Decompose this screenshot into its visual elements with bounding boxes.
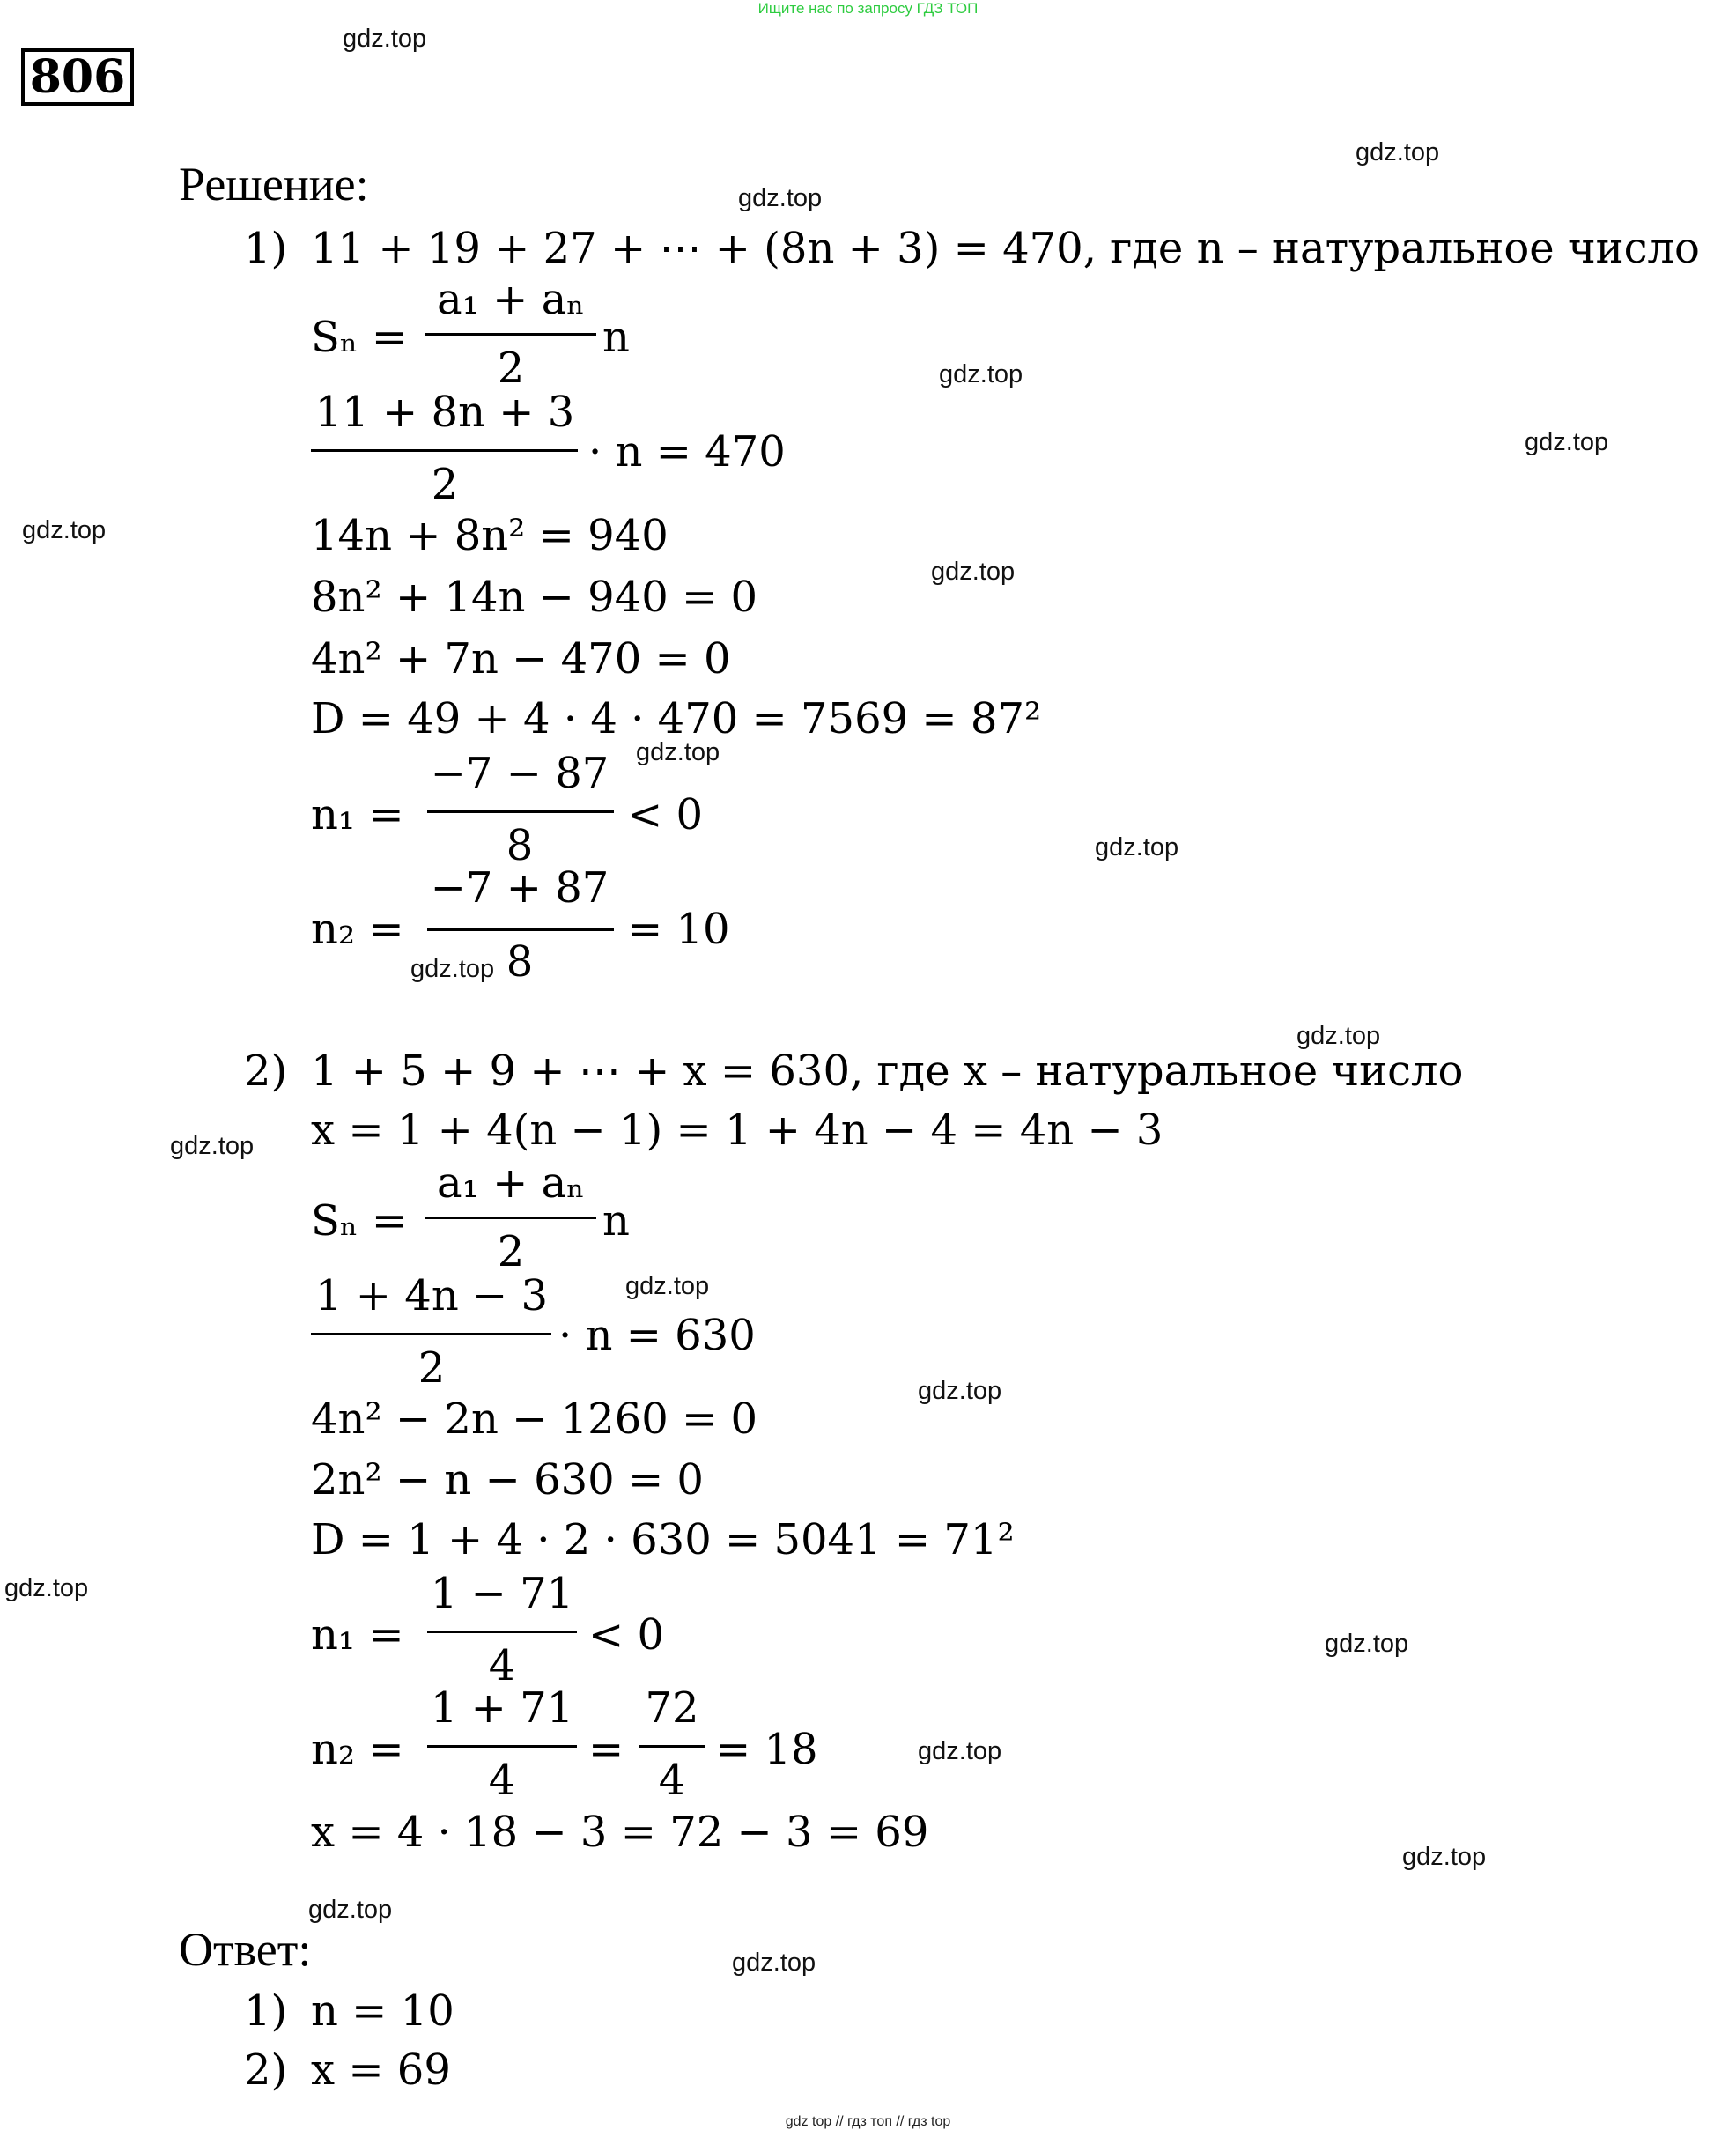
answer-2-label: 2) xyxy=(244,2045,288,2095)
p1-root2-den: 8 xyxy=(506,937,534,987)
p1-step4: 4n² + 7n − 470 = 0 xyxy=(311,634,731,684)
p2-sum-num: a₁ + aₙ xyxy=(437,1158,585,1208)
p2-root2-num2: 72 xyxy=(645,1683,699,1733)
watermark: gdz.top xyxy=(918,1737,1002,1765)
watermark: gdz.top xyxy=(1356,138,1440,166)
p1-root1-lhs: n₁ = xyxy=(311,790,404,839)
p1-sum-den: 2 xyxy=(497,344,525,393)
p1-step1-num: 11 + 8n + 3 xyxy=(314,388,575,437)
p1-step1-rhs: · n = 470 xyxy=(588,427,786,477)
p2-x-value: x = 4 · 18 − 3 = 72 − 3 = 69 xyxy=(311,1808,929,1857)
watermark: gdz.top xyxy=(931,558,1016,586)
p2-root1-rhs: < 0 xyxy=(588,1610,665,1660)
p1-root2-rhs: = 10 xyxy=(627,905,730,954)
p1-root1-frac-line xyxy=(427,810,614,813)
watermark: gdz.top xyxy=(1296,1022,1381,1050)
top-banner: Ищите нас по запросу ГДЗ ТОП xyxy=(757,0,979,17)
p2-sum-frac-line xyxy=(425,1217,596,1219)
p2-root1-num: 1 − 71 xyxy=(430,1569,574,1618)
watermark: gdz.top xyxy=(343,25,427,53)
p2-discriminant: D = 1 + 4 · 2 · 630 = 5041 = 71² xyxy=(311,1515,1015,1564)
p1-root1-num: −7 − 87 xyxy=(430,749,609,798)
p1-step1-den: 2 xyxy=(431,460,459,509)
p2-sum-rhs: n xyxy=(602,1196,630,1246)
watermark: gdz.top xyxy=(410,955,495,983)
p2-sum-den: 2 xyxy=(497,1227,525,1276)
watermark: gdz.top xyxy=(170,1132,255,1160)
p2-step3: 2n² − n − 630 = 0 xyxy=(311,1455,704,1505)
p2-x-formula: x = 1 + 4(n − 1) = 1 + 4n − 4 = 4n − 3 xyxy=(311,1106,1163,1155)
p1-root2-lhs: n₂ = xyxy=(311,905,404,954)
watermark: gdz.top xyxy=(918,1377,1002,1405)
answer-1-label: 1) xyxy=(244,1986,288,2036)
watermark: gdz.top xyxy=(1325,1630,1409,1658)
watermark: gdz.top xyxy=(738,184,823,212)
p1-root1-rhs: < 0 xyxy=(627,790,704,839)
p1-sum-lhs: Sₙ = xyxy=(311,313,408,362)
p2-root1-lhs: n₁ = xyxy=(311,1610,404,1660)
p1-sum-rhs: n xyxy=(602,313,630,362)
p2-sum-lhs: Sₙ = xyxy=(311,1196,408,1246)
p1-step2: 14n + 8n² = 940 xyxy=(311,511,669,560)
p1-step1-frac-line xyxy=(311,449,578,452)
answer-2: x = 69 xyxy=(311,2045,451,2095)
p2-root2-den: 4 xyxy=(488,1756,516,1805)
part2-condition: 1 + 5 + 9 + ⋯ + x = 630, где x – натуральное число xyxy=(311,1047,1464,1096)
watermark: gdz.top xyxy=(636,738,720,766)
watermark: gdz.top xyxy=(4,1574,89,1602)
p2-root2-num: 1 + 71 xyxy=(430,1683,574,1733)
p2-root2-rhs: = 18 xyxy=(715,1725,818,1774)
watermark: gdz.top xyxy=(1402,1843,1487,1871)
bottom-banner: gdz top // гдз топ // гдз top xyxy=(785,2114,951,2129)
watermark: gdz.top xyxy=(1525,428,1609,456)
p1-root2-num: −7 + 87 xyxy=(430,863,609,913)
p2-root2-den2: 4 xyxy=(658,1756,686,1805)
answer-1: n = 10 xyxy=(311,1986,454,2036)
p1-root2-frac-line xyxy=(427,928,614,931)
answer-heading: Ответ: xyxy=(179,1923,312,1976)
p1-root1-den: 8 xyxy=(506,821,534,870)
part1-label: 1) xyxy=(244,224,288,273)
watermark: gdz.top xyxy=(308,1896,393,1924)
solution-heading: Решение: xyxy=(179,158,369,211)
p1-sum-frac-line xyxy=(425,333,596,336)
problem-number: 806 xyxy=(21,48,134,106)
part1-condition: 11 + 19 + 27 + ⋯ + (8n + 3) = 470, где n – натуральное число xyxy=(311,224,1700,273)
part2-label: 2) xyxy=(244,1047,288,1096)
p2-root2-frac-line2 xyxy=(639,1745,705,1748)
p1-sum-num: a₁ + aₙ xyxy=(437,275,585,324)
watermark: gdz.top xyxy=(625,1272,710,1300)
p2-step1-rhs: · n = 630 xyxy=(558,1311,756,1360)
watermark: gdz.top xyxy=(732,1949,816,1977)
p2-root1-frac-line xyxy=(427,1631,577,1633)
p2-step1-frac-line xyxy=(311,1333,551,1335)
p2-step1-den: 2 xyxy=(417,1343,446,1393)
p2-root1-den: 4 xyxy=(488,1641,516,1690)
p2-root2-mid: = xyxy=(588,1725,624,1774)
p2-step1-num: 1 + 4n − 3 xyxy=(315,1271,548,1320)
watermark: gdz.top xyxy=(22,516,107,544)
p2-root2-lhs: n₂ = xyxy=(311,1725,404,1774)
p1-step3: 8n² + 14n − 940 = 0 xyxy=(311,573,758,622)
p2-step2: 4n² − 2n − 1260 = 0 xyxy=(311,1394,758,1444)
watermark: gdz.top xyxy=(939,360,1023,388)
watermark: gdz.top xyxy=(1095,833,1179,862)
p2-root2-frac-line xyxy=(427,1745,577,1748)
p1-discriminant: D = 49 + 4 · 4 · 470 = 7569 = 87² xyxy=(311,694,1042,743)
